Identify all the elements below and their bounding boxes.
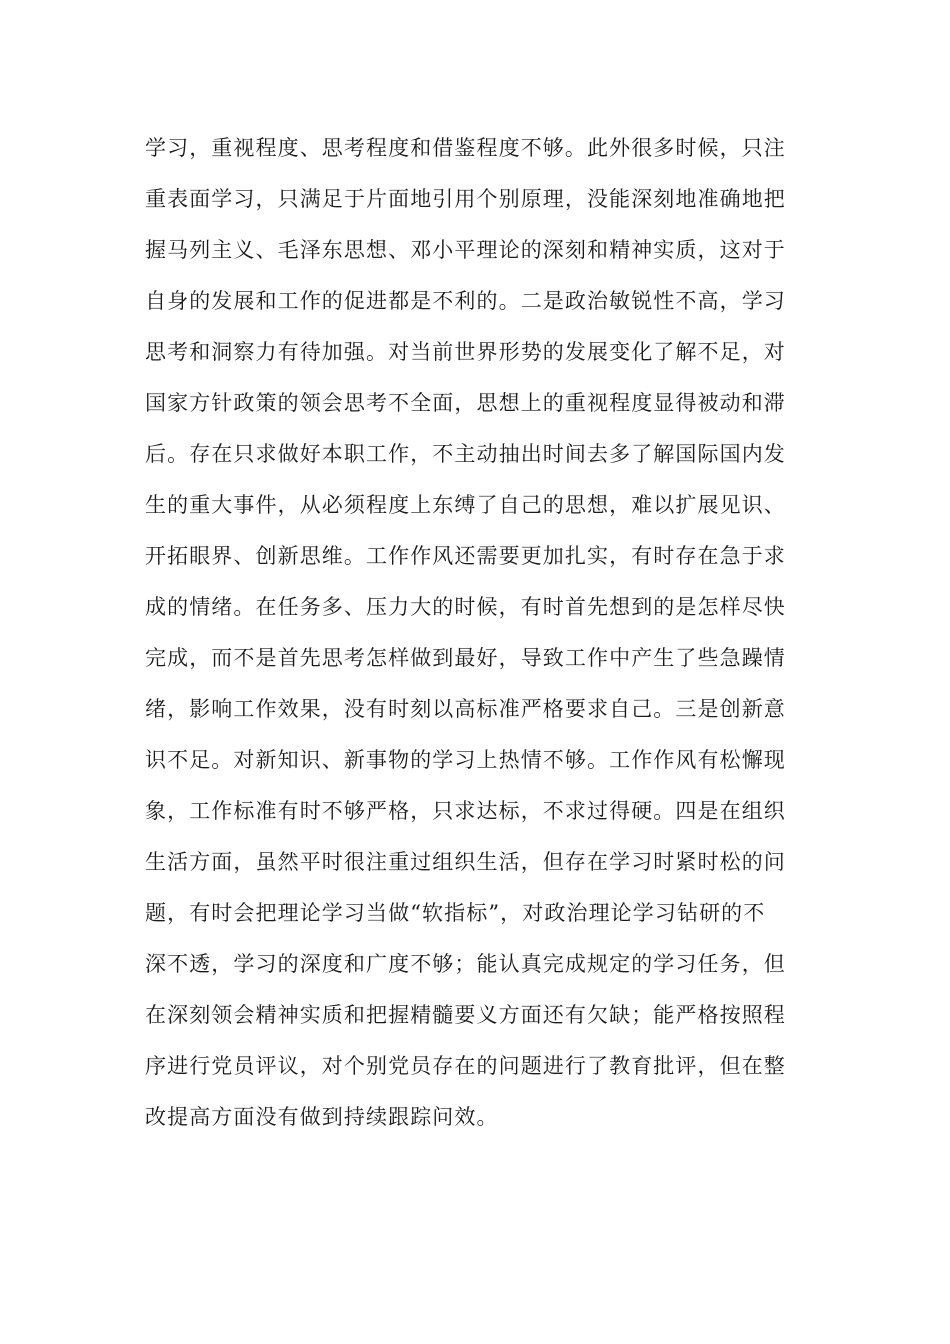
text-line-10: 成的情绪。在任务多、压力大的时候，有时首先想到的是怎样尽快 (145, 595, 786, 619)
text-line-1: 学习，重视程度、思考程度和借鉴程度不够。此外很多时候，只注 (145, 136, 786, 160)
body-paragraph (145, 132, 805, 1152)
text-line-12: 绪，影响工作效果，没有时刻以高标准严格要求自己。三是创新意 (145, 697, 786, 721)
text-line-4: 自身的发展和工作的促进都是不利的。二是政治敏锐性不高，学习 (145, 289, 786, 313)
text-line-6: 国家方针政策的领会思考不全面，思想上的重视程度显得被动和滞 (145, 391, 786, 415)
text-line-5: 思考和洞察力有待加强。对当前世界形势的发展变化了解不足，对 (145, 340, 786, 364)
text-line-17: 深不透，学习的深度和广度不够；能认真完成规定的学习任务，但 (145, 952, 786, 976)
text-line-18: 在深刻领会精神实质和把握精髓要义方面还有欠缺；能严格按照程 (145, 1003, 786, 1027)
text-line-2: 重表面学习，只满足于片面地引用个别原理，没能深刻地准确地把 (145, 187, 786, 211)
text-line-19: 序进行党员评议，对个别党员存在的问题进行了教育批评，但在整 (145, 1054, 786, 1078)
text-line-8: 生的重大事件，从必须程度上东缚了自己的思想，难以扩展见识、 (145, 493, 786, 517)
text-line-15: 生活方面，虽然平时很注重过组织生活，但存在学习时紧时松的问 (145, 850, 786, 874)
text-line-16: 题，有时会把理论学习当做“软指标”，对政治理论学习钻研的不 (145, 901, 766, 925)
text-line-14: 象，工作标准有时不够严格，只求达标，不求过得硬。四是在组织 (145, 799, 786, 823)
text-line-3: 握马列主义、毛泽东思想、邓小平理论的深刻和精神实质，这对于 (145, 238, 786, 262)
text-line-20: 改提高方面没有做到持续跟踪问效。 (145, 1105, 499, 1129)
text-line-13: 识不足。对新知识、新事物的学习上热情不够。工作作风有松懈现 (145, 748, 786, 772)
text-line-9: 开拓眼界、创新思维。工作作风还需要更加扎实，有时存在急于求 (145, 544, 786, 568)
text-line-11: 完成，而不是首先思考怎样做到最好，导致工作中产生了些急躁情 (145, 646, 786, 670)
text-line-7: 后。存在只求做好本职工作，不主动抽出时间去多了解国际国内发 (145, 442, 786, 466)
